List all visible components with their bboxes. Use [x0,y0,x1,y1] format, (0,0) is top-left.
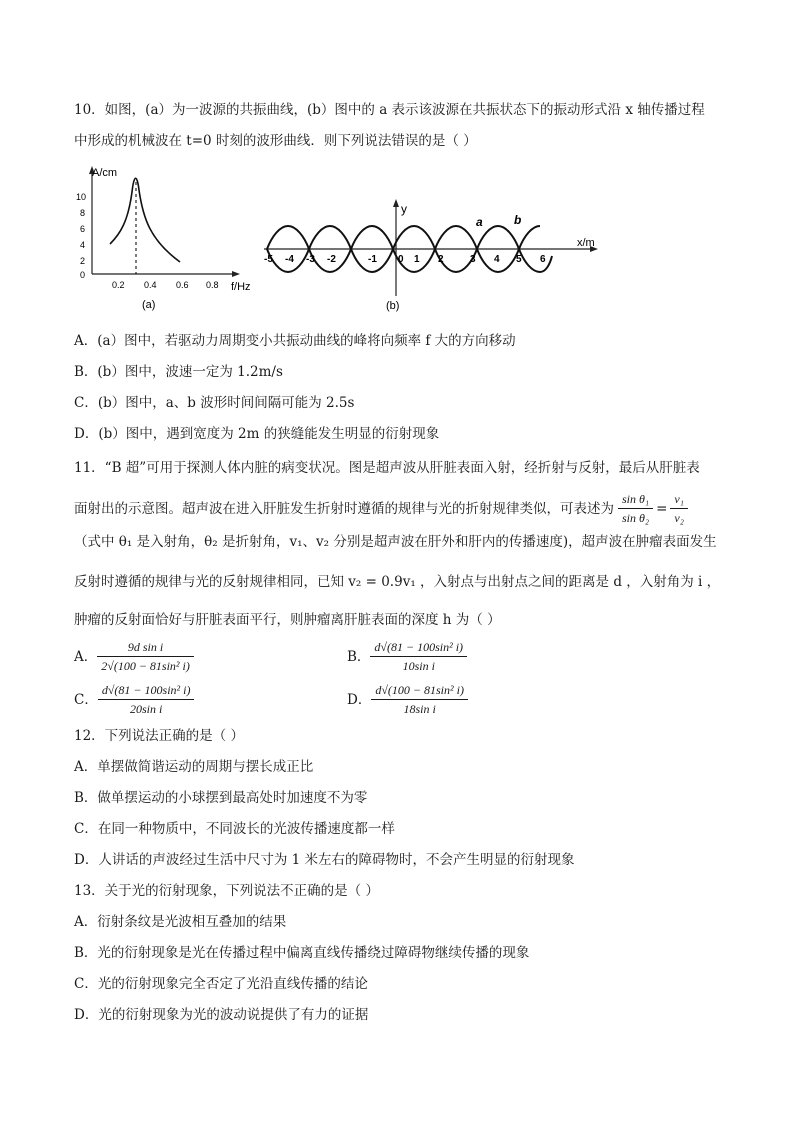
q12-stem: 12．下列说法正确的是（ ） [74,728,244,744]
q11-option-b-label: B． [347,648,371,665]
refraction-formula-left [618,490,653,527]
fig-b-xtick: 1 [414,254,420,265]
formula-num-right: v₁ [670,490,688,509]
q12-option-d: D．人讲话的声波经过生活中尺寸为 1 米左右的障碍物时，不会产生明显的衍射现象 [74,852,575,868]
fig-a-ytick: 2 [80,256,86,266]
q10-option-d: D．(b）图中，遇到宽度为 2m 的狭缝能发生明显的衍射现象 [74,426,440,442]
q11-option-b [347,638,467,675]
q11-line5: 肿瘤的反射面恰好与肝脏表面平行，则肿瘤离肝脏表面的深度 h 为（ ） [74,612,501,628]
refraction-formula-right [670,490,688,527]
fig-b-xtick: 5 [516,254,522,265]
q10-stem-line2: 中形成的机械波在 t=0 时刻的波形曲线．则下列说法错误的是（ ） [74,133,477,149]
figure-b-wave-curves [262,196,602,316]
fig-a-xtick: 0.4 [144,280,157,290]
q11-option-a-formula [97,638,194,675]
fig-b-wave-b-label: b [514,213,522,227]
q12-option-b: B．做单摆运动的小球摆到最高处时加速度不为零 [74,790,368,806]
q11-line2 [74,490,688,527]
q13-option-b: B．光的衍射现象是光在传播过程中偏离直线传播绕过障碍物继续传播的现象 [74,945,530,961]
q13-option-d: D．光的衍射现象为光的波动说提供了有力的证据 [74,1007,369,1023]
q11-option-d [347,681,468,718]
q11-option-d-num: d√(100 − 81sin² i) [371,681,468,700]
formula-num-left: sin θ₁ [618,490,653,509]
q11-option-c-den: 20sin i [129,702,163,716]
q11-line2-text: 面射出的示意图。超声波在进入肝脏发生折射时遵循的规律与光的折射规律类似，可表述为 [74,500,614,517]
fig-b-wave-a-label: a [476,215,483,229]
q11-option-d-formula [371,681,468,718]
figure-a-resonance-curve [70,162,270,312]
fig-a-ytick: 10 [76,192,87,202]
q11-option-d-label: D． [347,691,372,708]
fig-b-xtick: -5 [264,254,273,265]
fig-b-xtick: 3 [470,254,476,265]
fig-a-caption: (a) [142,299,156,311]
fig-b-xlabel: x/m [577,237,595,249]
q11-option-b-den: 10sin i [402,659,435,673]
fig-a-ylabel: A/cm [92,167,118,179]
fig-a-xlabel: f/Hz [231,281,251,293]
fig-a-ytick: 0 [80,270,86,280]
fig-b-xtick: -1 [368,254,377,265]
fig-a-ytick: 6 [80,224,86,234]
fig-a-ytick: 8 [80,208,86,218]
q11-option-c-num: d√(81 − 100sin² i) [98,681,195,700]
fig-b-xtick: 0 [398,254,404,265]
fig-b-xtick: -4 [285,254,294,265]
fig-b-xtick: -2 [327,254,336,265]
q11-option-b-formula [370,638,467,675]
fig-a-xtick: 0.8 [206,280,219,290]
q11-line4: 反射时遵循的规律与光的反射规律相同，已知 v₂ = 0.9v₁ ，入射点与出射点之间的距离是 d ，入射角为 i ， [74,574,721,590]
fig-a-xtick: 0.2 [112,280,125,290]
q11-line1: 11．“B 超”可用于探测人体内脏的病变状况。图是超声波从肝脏表面入射，经折射与反射，最后从肝脏表 [74,460,700,476]
q11-option-b-num: d√(81 − 100sin² i) [370,638,467,657]
q13-option-a: A．衍射条纹是光波相互叠加的结果 [74,914,287,930]
fig-b-ylabel: y [401,202,407,216]
q11-option-c [74,681,194,718]
q10-stem-line1: 10．如图，(a）为一波源的共振曲线，(b）图中的 a 表示该波源在共振状态下的振动形式沿 x 轴传播过程 [74,102,705,118]
formula-equals: = [656,500,668,517]
q10-option-c: C．(b）图中，a、b 波形时间间隔可能为 2.5s [74,395,355,411]
formula-den-left: sin θ₂ [622,511,650,525]
q12-option-c: C．在同一种物质中，不同波长的光波传播速度都一样 [74,821,395,837]
q12-option-a: A．单摆做简谐运动的周期与摆长成正比 [74,759,314,775]
q11-option-a-label: A． [74,648,98,665]
formula-den-right: v₂ [674,511,684,525]
q11-option-c-formula [98,681,195,718]
fig-b-xtick: -3 [306,254,315,265]
q11-option-c-label: C． [74,691,98,708]
q11-option-d-den: 18sin i [403,702,436,716]
q13-stem: 13．关于光的衍射现象，下列说法不正确的是（ ） [74,883,379,899]
fig-a-ytick: 4 [80,240,86,250]
q11-option-a [74,638,194,675]
q10-option-a: A．(a）图中，若驱动力周期变小共振动曲线的峰将向频率 f 大的方向移动 [74,333,516,349]
fig-b-xtick: 2 [438,254,444,265]
q13-option-c: C．光的衍射现象完全否定了光沿直线传播的结论 [74,976,368,992]
fig-b-xtick: 6 [540,254,546,265]
fig-a-xtick: 0.6 [176,280,189,290]
q10-option-b: B．(b）图中，波速一定为 1.2m/s [74,364,283,380]
q11-line3: （式中 θ₁ 是入射角，θ₂ 是折射角，v₁、v₂ 分别是超声波在肝外和肝内的传播速度)，超声波在肿瘤表面发生 [74,534,717,550]
fig-b-caption: (b) [386,300,400,312]
q11-option-a-num: 9d sin i [97,638,194,657]
fig-b-xtick: 4 [494,254,500,265]
fig-a-resonance-curve-line [110,178,180,262]
q11-option-a-den: 2√(100 − 81sin² i) [101,659,190,673]
